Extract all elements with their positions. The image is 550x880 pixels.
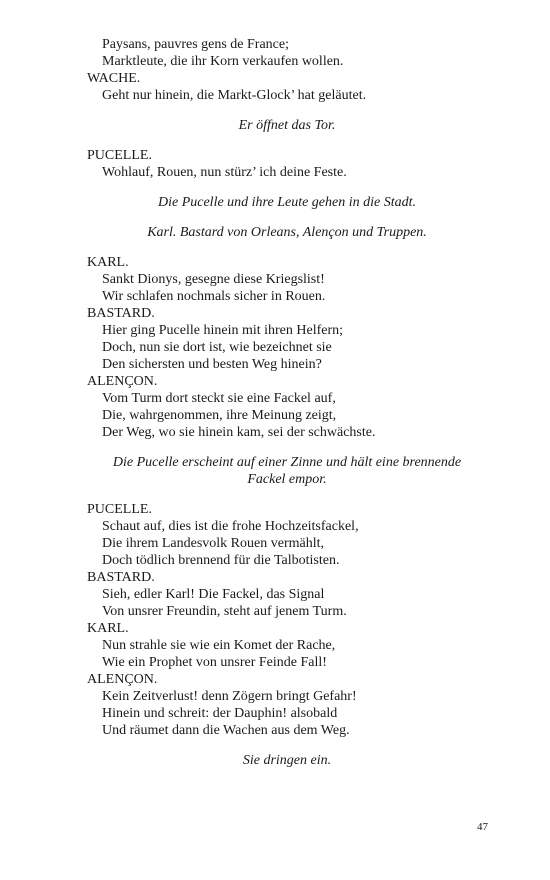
stage-direction: Die Pucelle erscheint auf einer Zinne und hält eine brennende (112, 455, 462, 470)
speaker-label: ALENÇON. (87, 672, 158, 687)
verse-line: Schaut auf, dies ist die frohe Hochzeitsfackel, (102, 519, 359, 534)
verse-line: Die ihrem Landesvolk Rouen vermählt, (102, 536, 324, 551)
verse-line: Sankt Dionys, gesegne diese Kriegslist! (102, 272, 325, 287)
speaker-label: WACHE. (87, 71, 141, 86)
speaker-label: PUCELLE. (87, 502, 152, 517)
verse-line: Wie ein Prophet von unsrer Feinde Fall! (102, 655, 327, 670)
verse-line: Und räumet dann die Wachen aus dem Weg. (102, 723, 350, 738)
verse-line: Wir schlafen nochmals sicher in Rouen. (102, 289, 326, 304)
stage-direction: Er öffnet das Tor. (238, 118, 336, 133)
verse-line: Den sichersten und besten Weg hinein? (102, 357, 322, 372)
verse-line: Die, wahrgenommen, ihre Meinung zeigt, (102, 408, 337, 423)
stage-direction: Die Pucelle und ihre Leute gehen in die Stadt. (157, 195, 417, 210)
verse-line: Paysans, pauvres gens de France; (102, 37, 290, 52)
speaker-label: PUCELLE. (87, 148, 152, 163)
speaker-label: ALENÇON. (87, 374, 158, 389)
verse-line: Hier ging Pucelle hinein mit ihren Helfern; (102, 323, 344, 338)
verse-line: Nun strahle sie wie ein Komet der Rache, (102, 638, 336, 653)
verse-line: Der Weg, wo sie hinein kam, sei der schwächste. (102, 425, 376, 440)
stage-direction: Fackel empor. (247, 472, 327, 487)
speaker-label: KARL. (87, 255, 129, 270)
verse-line: Kein Zeitverlust! denn Zögern bringt Gefahr! (102, 689, 357, 704)
stage-direction: Karl. Bastard von Orleans, Alençon und Truppen. (147, 225, 427, 240)
verse-line: Vom Turm dort steckt sie eine Fackel auf, (102, 391, 336, 406)
speaker-label: BASTARD. (87, 570, 155, 585)
speaker-label: BASTARD. (87, 306, 155, 321)
verse-line: Sieh, edler Karl! Die Fackel, das Signal (102, 587, 325, 602)
stage-direction: Sie dringen ein. (242, 753, 332, 768)
verse-line: Wohlauf, Rouen, nun stürz’ ich deine Feste. (102, 165, 347, 180)
verse-line: Marktleute, die ihr Korn verkaufen wollen. (102, 54, 344, 69)
speaker-label: KARL. (87, 621, 129, 636)
page-number: 47 (477, 821, 488, 833)
verse-line: Hinein und schreit: der Dauphin! alsobald (102, 706, 338, 721)
verse-line: Doch, nun sie dort ist, wie bezeichnet sie (102, 340, 332, 355)
verse-line: Von unsrer Freundin, steht auf jenem Turm. (102, 604, 347, 619)
page-body (87, 36, 487, 769)
verse-line: Doch tödlich brennend für die Talbotisten. (102, 553, 340, 568)
verse-line: Geht nur hinein, die Markt-Glock’ hat geläutet. (102, 88, 367, 103)
